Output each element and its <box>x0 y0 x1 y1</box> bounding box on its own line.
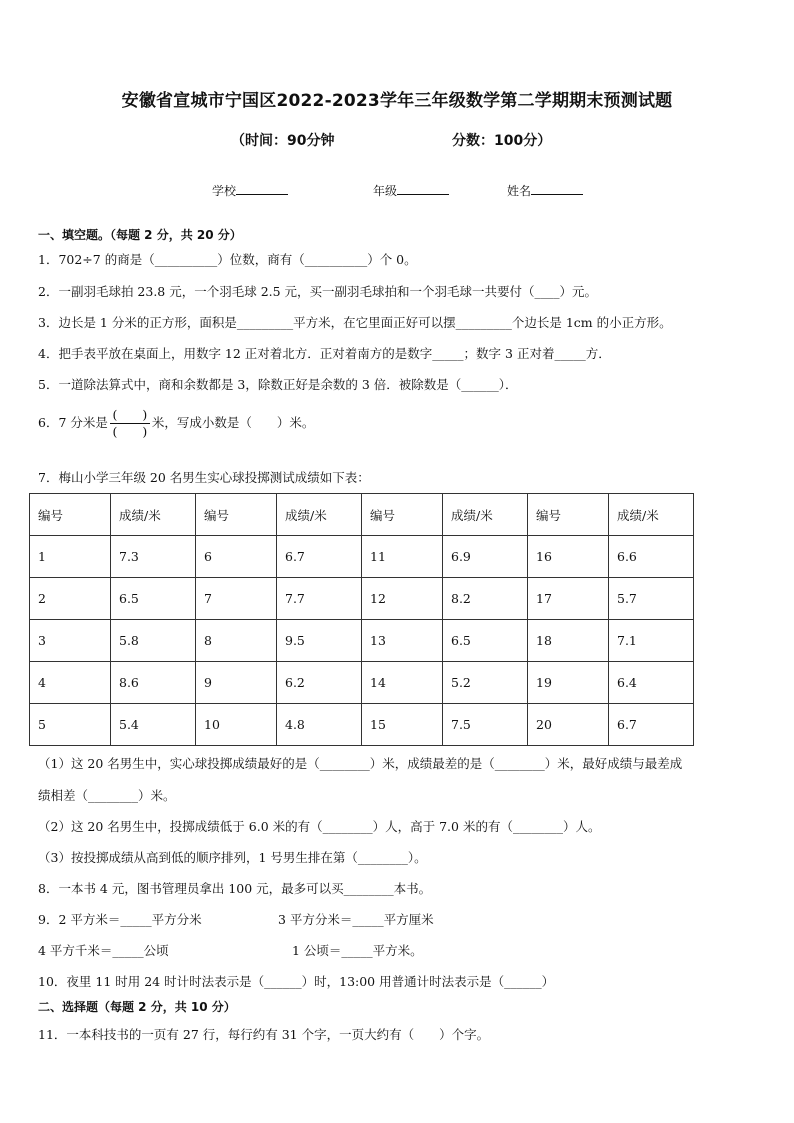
grade-field <box>373 182 449 199</box>
table-cell: 8.6 <box>111 662 196 704</box>
table-cell: 14 <box>362 662 443 704</box>
exam-time: （时间：90分钟 <box>231 133 335 149</box>
name-label: 姓名 <box>507 184 532 198</box>
question-3: 3．边长是 1 分米的正方形，面积是_________平方米，在它里面正好可以摆_________个边长是 1cm 的小正方形。 <box>38 315 672 330</box>
school-field <box>212 182 288 199</box>
name-field <box>507 182 583 199</box>
table-cell: 18 <box>528 620 609 662</box>
table-header: 成绩/米 <box>277 494 362 536</box>
table-row <box>30 536 694 578</box>
question-5: 5．一道除法算式中，商和余数都是 3，除数正好是余数的 3 倍．被除数是（______）． <box>38 377 518 392</box>
question-7-part-2: （2）这 20 名男生中，投掷成绩低于 6.0 米的有（________）人，高于 7.0 米的有（________）人。 <box>38 819 601 834</box>
table-cell: 6.5 <box>443 620 528 662</box>
question-4: 4．把手表平放在桌面上，用数字 12 正对着北方．正对着南方的是数字_____；数字 3 正对着_____方． <box>38 346 611 361</box>
question-9-b: 3 平方分米＝_____平方厘米 <box>278 912 434 927</box>
school-label: 学校 <box>212 184 237 198</box>
question-6-suffix: 米，写成小数是（ ）米。 <box>151 415 315 430</box>
table-cell: 6.7 <box>609 704 694 746</box>
table-cell: 7.7 <box>277 578 362 620</box>
table-row <box>30 620 694 662</box>
name-blank[interactable] <box>531 182 583 195</box>
table-cell: 13 <box>362 620 443 662</box>
page-title: 安徽省宣城市宁国区2022-2023学年三年级数学第二学期期末预测试题 <box>121 91 673 111</box>
exam-score: 分数：100分） <box>452 133 552 149</box>
table-cell: 2 <box>30 578 111 620</box>
table-cell: 7.1 <box>609 620 694 662</box>
table-cell: 8 <box>196 620 277 662</box>
table-cell: 5.4 <box>111 704 196 746</box>
table-cell: 3 <box>30 620 111 662</box>
table-row <box>30 662 694 704</box>
table-cell: 17 <box>528 578 609 620</box>
question-11: 11．一本科技书的一页有 27 行，每行约有 31 个字，一页大约有（ ）个字。 <box>38 1027 490 1042</box>
section-choice: 二、选择题（每题 2 分，共 10 分） <box>38 1000 236 1014</box>
table-cell: 16 <box>528 536 609 578</box>
table-cell: 6.7 <box>277 536 362 578</box>
table-header: 成绩/米 <box>443 494 528 536</box>
question-10: 10．夜里 11 时用 24 时计时法表示是（______）时，13:00 用普通计时法表示是（______） <box>38 974 555 989</box>
table-cell: 6 <box>196 536 277 578</box>
fraction-numerator: ( ) <box>112 407 148 422</box>
table-cell: 8.2 <box>443 578 528 620</box>
table-header: 成绩/米 <box>609 494 694 536</box>
question-7: 7．梅山小学三年级 20 名男生实心球投掷测试成绩如下表： <box>38 470 370 485</box>
question-9-c: 4 平方千米＝_____公顷 <box>38 943 169 958</box>
grade-label: 年级 <box>373 184 398 198</box>
table-cell: 6.2 <box>277 662 362 704</box>
table-header: 成绩/米 <box>111 494 196 536</box>
table-cell: 9.5 <box>277 620 362 662</box>
table-cell: 6.4 <box>609 662 694 704</box>
table-cell: 5.7 <box>609 578 694 620</box>
table-cell: 20 <box>528 704 609 746</box>
table-cell: 6.9 <box>443 536 528 578</box>
fraction-denominator: ( ) <box>112 424 148 439</box>
school-blank[interactable] <box>236 182 288 195</box>
table-cell: 5 <box>30 704 111 746</box>
table-header: 编号 <box>30 494 111 536</box>
question-9-a: 9．2 平方米＝_____平方分米 <box>38 912 202 927</box>
grade-blank[interactable] <box>397 182 449 195</box>
table-cell: 7.5 <box>443 704 528 746</box>
table-cell: 12 <box>362 578 443 620</box>
question-7-part-3: （3）按投掷成绩从高到低的顺序排列，1 号男生排在第（________）。 <box>38 850 427 865</box>
table-cell: 7.3 <box>111 536 196 578</box>
fraction-blank[interactable] <box>110 407 150 440</box>
question-2: 2．一副羽毛球拍 23.8 元，一个羽毛球 2.5 元，买一副羽毛球拍和一个羽毛球一共要付（____）元。 <box>38 284 598 299</box>
table-cell: 6.6 <box>609 536 694 578</box>
table-cell: 5.8 <box>111 620 196 662</box>
question-7-part-1: （1）这 20 名男生中，实心球投掷成绩最好的是（________）米，成绩最差的是（________）米，最好成绩与最差成 <box>38 756 683 771</box>
table-row <box>30 704 694 746</box>
table-cell: 4.8 <box>277 704 362 746</box>
table-cell: 4 <box>30 662 111 704</box>
question-9-d: 1 公顷＝_____平方米。 <box>292 943 423 958</box>
table-cell: 5.2 <box>443 662 528 704</box>
score-table <box>29 493 694 746</box>
table-row <box>30 578 694 620</box>
table-cell: 1 <box>30 536 111 578</box>
table-cell: 7 <box>196 578 277 620</box>
table-cell: 19 <box>528 662 609 704</box>
table-header: 编号 <box>528 494 609 536</box>
table-cell: 15 <box>362 704 443 746</box>
table-cell: 9 <box>196 662 277 704</box>
table-header: 编号 <box>362 494 443 536</box>
question-8: 8．一本书 4 元，图书管理员拿出 100 元，最多可以买________本书。 <box>38 881 432 896</box>
question-1: 1．702÷7 的商是（__________）位数，商有（__________）个 0。 <box>38 252 417 267</box>
table-cell: 10 <box>196 704 277 746</box>
table-cell: 11 <box>362 536 443 578</box>
question-7-part-1-cont: 绩相差（________）米。 <box>38 788 176 803</box>
table-cell: 6.5 <box>111 578 196 620</box>
question-6-prefix: 6．7 分米是 <box>38 415 108 430</box>
question-6 <box>38 407 314 440</box>
table-header: 编号 <box>196 494 277 536</box>
table-header-row <box>30 494 694 536</box>
section-fill-blank: 一、填空题。（每题 2 分，共 20 分） <box>38 228 242 242</box>
